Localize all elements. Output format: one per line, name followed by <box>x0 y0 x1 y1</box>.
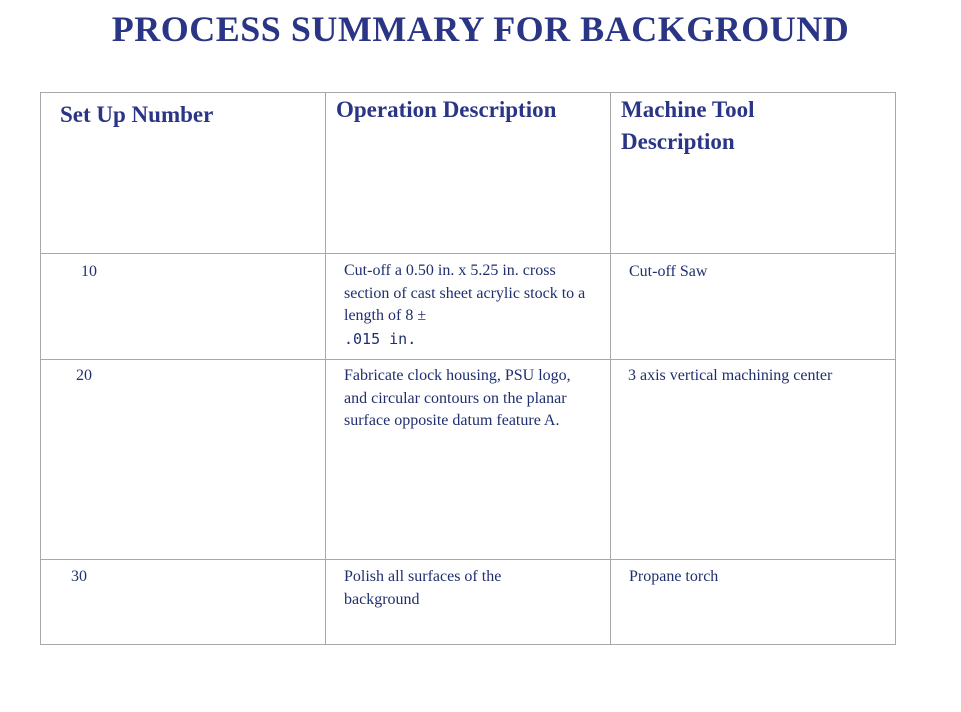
operation-cell <box>326 560 611 645</box>
setup-cell <box>41 254 326 360</box>
setup-number: 20 <box>76 367 92 384</box>
operation-text: Cut-off a 0.50 in. x 5.25 in. cross section of cast sheet acrylic stock to a length of 8 ± <box>344 262 586 324</box>
table-header-row <box>41 93 896 254</box>
header-cell-machine <box>611 93 896 254</box>
operation-description: Polish all surfaces of the background <box>344 568 502 608</box>
machine-tool: 3 axis vertical machining center <box>628 367 833 384</box>
table-row <box>41 360 896 560</box>
setup-number: 10 <box>81 263 97 280</box>
machine-tool: Cut-off Saw <box>629 263 708 280</box>
header-operation-description: Operation Description <box>336 97 557 122</box>
machine-cell <box>611 254 896 360</box>
operation-text-tail: .015 in. <box>344 329 417 348</box>
table-row <box>41 560 896 645</box>
process-summary-table <box>40 92 896 645</box>
machine-tool: Propane torch <box>629 568 719 585</box>
operation-cell <box>326 254 611 360</box>
header-cell-setup <box>41 93 326 254</box>
table-row <box>41 254 896 360</box>
operation-description: Fabricate clock housing, PSU logo, and circular contours on the planar surface opposite datum feature A. <box>344 367 571 429</box>
header-machine-tool-description: Machine Tool Description <box>621 97 755 154</box>
machine-cell <box>611 360 896 560</box>
setup-number: 30 <box>71 568 87 585</box>
operation-cell <box>326 360 611 560</box>
setup-cell <box>41 360 326 560</box>
page-title: PROCESS SUMMARY FOR BACKGROUND <box>111 9 850 49</box>
setup-cell <box>41 560 326 645</box>
operation-description <box>326 254 610 351</box>
machine-cell <box>611 560 896 645</box>
header-cell-operation <box>326 93 611 254</box>
header-setup-number: Set Up Number <box>60 102 214 127</box>
